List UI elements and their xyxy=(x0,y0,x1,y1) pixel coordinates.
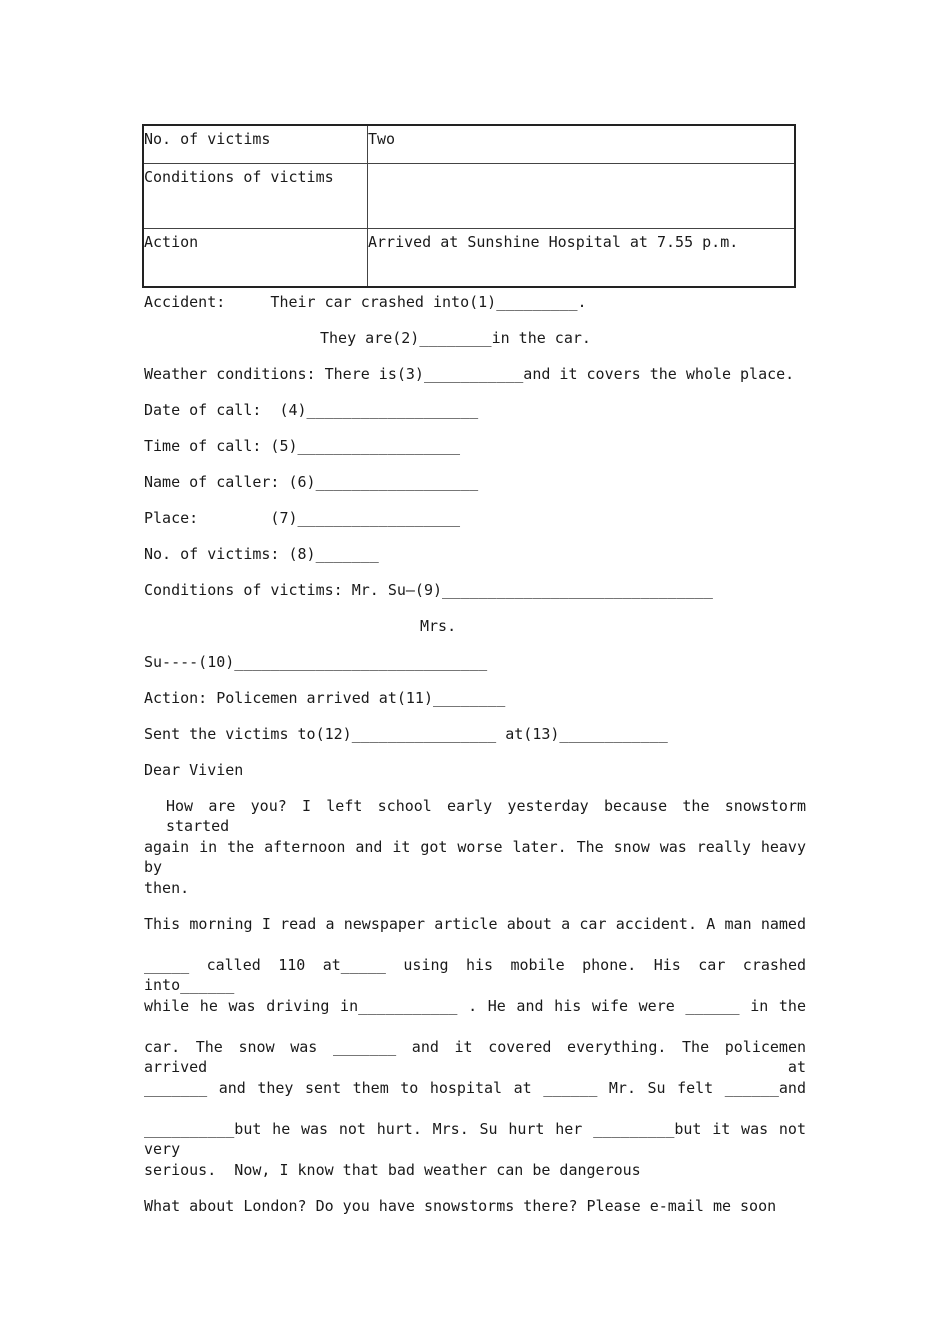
note-place: Place: (7)__________________ xyxy=(144,509,461,527)
table-row xyxy=(143,125,795,163)
table-cell-label: Conditions of victims xyxy=(143,163,368,228)
table-cell-value: Two xyxy=(368,125,796,163)
note-victims: No. of victims: (8)_______ xyxy=(144,545,379,563)
table-cell-label: No. of victims xyxy=(143,125,368,163)
note-name: Name of caller: (6)__________________ xyxy=(144,473,479,491)
letter-line: car. The snow was _______ and it covered everything. The policemen arrived at xyxy=(144,1038,806,1076)
letter-line: How are you? I left school early yesterday because the snowstorm started xyxy=(166,797,806,835)
note-accident-2: They are(2)________in the car. xyxy=(320,329,591,347)
note-mrs: Mrs. xyxy=(420,617,457,635)
note-accident: Accident: Their car crashed into(1)_________. xyxy=(144,293,587,311)
letter-line: What about London? Do you have snowstorms there? Please e-mail me soon xyxy=(144,1197,777,1215)
letter-line: _______ and they sent them to hospital at ______ Mr. Su felt ______and xyxy=(144,1079,806,1097)
letter-line: _____ called 110 at_____ using his mobile phone. His car crashed into______ xyxy=(144,956,806,994)
letter-greeting: Dear Vivien xyxy=(144,761,244,779)
letter-line: while he was driving in___________ . He and his wife were ______ in the xyxy=(144,997,806,1015)
note-conditions: Conditions of victims: Mr. Su—(9)______________________________ xyxy=(144,581,713,599)
letter-line: This morning I read a newspaper article about a car accident. A man named xyxy=(144,915,806,933)
letter-line: serious. Now, I know that bad weather can be dangerous xyxy=(144,1161,641,1179)
note-mrs-2: Su----(10)____________________________ xyxy=(144,653,488,671)
note-date: Date of call: (4)___________________ xyxy=(144,401,479,419)
letter-line: __________but he was not hurt. Mrs. Su hurt her _________but it was not very xyxy=(144,1120,806,1158)
table-row xyxy=(143,163,795,228)
note-weather: Weather conditions: There is(3)___________and it covers the whole place. xyxy=(144,365,795,383)
table-row xyxy=(143,228,795,287)
info-table xyxy=(142,124,796,288)
letter-line: again in the afternoon and it got worse later. The snow was really heavy by xyxy=(144,838,806,876)
note-time: Time of call: (5)__________________ xyxy=(144,437,461,455)
note-action: Action: Policemen arrived at(11)________ xyxy=(144,689,506,707)
letter-line: then. xyxy=(144,879,190,897)
table-cell-value xyxy=(368,163,796,228)
table-cell-value: Arrived at Sunshine Hospital at 7.55 p.m. xyxy=(368,228,796,287)
table-cell-label: Action xyxy=(143,228,368,287)
note-sent: Sent the victims to(12)________________ at(13)____________ xyxy=(144,725,668,743)
